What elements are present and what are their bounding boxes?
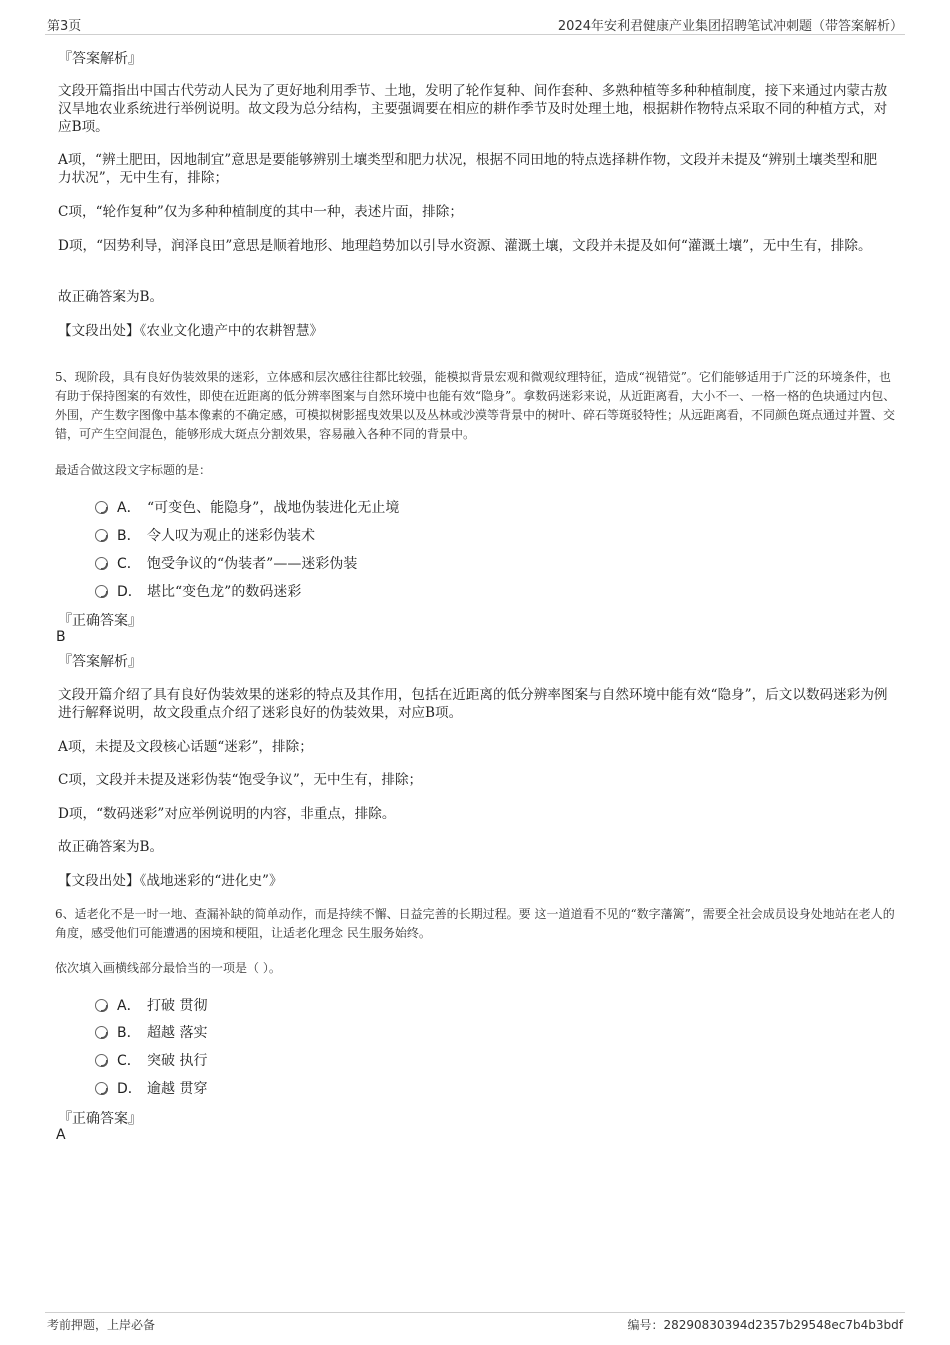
q5-analysis-paragraph: D项，“数码迷彩”对应举例说明的内容，非重点，排除。 [58,806,396,822]
q4-source: 【文段出处】《农业文化遗产中的农耕智慧》 [58,323,324,339]
q5-correct-label: 『正确答案』 [58,613,142,629]
page-header [45,14,905,35]
q6-correct-label: 『正确答案』 [58,1111,142,1127]
footer-slogan: 考前押题，上岸必备 [47,1318,156,1332]
radio-icon[interactable] [95,1054,108,1067]
q4-analysis-label: 『答案解析』 [58,51,142,67]
document-title: 2024年安利君健康产业集团招聘笔试冲刺题（带答案解析） [557,19,903,34]
radio-icon[interactable] [95,557,108,570]
q6-stem: 6、适老化不是一时一地、查漏补缺的简单动作，而是持续不懈、日益完善的长期过程。要 这一道道看不见的“数字藩篱”，需要全社会成员设身处地站在老人的角度，感受他们可能遭遇的困境和梗阻，让适老化理念 民生服务始终。 [55,907,895,940]
q6-correct-value: A [56,1127,66,1143]
q5-analysis-paragraph: C项，文段并未提及迷彩伪装“饱受争议”，无中生有，排除； [58,772,423,788]
radio-icon[interactable] [95,501,108,514]
radio-icon[interactable] [95,999,108,1012]
q5-source: 【文段出处】《战地迷彩的“进化史”》 [58,873,283,889]
q4-analysis-paragraph: D项，“因势利导，润泽良田”意思是顺着地形、地理趋势加以引导水资源、灌溉土壤，文段并未提及如何“灌溉土壤”，无中生有，排除。 [58,238,872,254]
q4-analysis-paragraph: 文段开篇指出中国古代劳动人民为了更好地利用季节、土地，发明了轮作复种、间作套种、多熟种植等多种种植制度，接下来通过内蒙古敖汉旱地农业系统进行举例说明。故文段为总分结构，主要强调要在相应的耕作季节及时处理土地，根据耕作物特点采取不同的种植方式，对应B项。 [58,83,888,135]
page-number: 第3页 [47,19,82,34]
radio-icon[interactable] [95,529,108,542]
q4-conclusion: 故正确答案为B。 [58,289,164,305]
q5-analysis-paragraph: A项，未提及文段核心话题“迷彩”，排除； [58,739,313,755]
q5-correct-value: B [56,629,66,645]
q5-question: 最适合做这段文字标题的是： [55,463,212,477]
q4-analysis-paragraph: C项，“轮作复种”仅为多种种植制度的其中一种，表述片面，排除； [58,204,463,220]
q5-conclusion: 故正确答案为B。 [58,839,164,855]
radio-icon[interactable] [95,1082,108,1095]
q5-stem: 5、现阶段，具有良好伪装效果的迷彩，立体感和层次感往往都比较强，能模拟背景宏观和微观纹理特征，造成“视错觉”。它们能够适用于广泛的环境条件，也有助于保持图案的有效性，即使在近距离的低分辨率图案与自然环境中也能有效“隐身”。拿数码迷彩来说，从近距离看，大小不一、一格一格的色块通过内包、外围，产生数字图像中基本像素的不确定感，可模拟树影摇曳效果以及丛林或沙漠等背景中的树叶、碎石等斑驳特性；从远距离看，不同颜色斑点通过并置、交错，可产生空间混色，能够形成大斑点分割效果，容易融入各种不同的背景中。 [55,370,896,441]
document-id: 编号：28290830394d2357b29548ec7b4b3bdf [627,1318,903,1332]
q6-question: 依次填入画横线部分最恰当的一项是（ ）。 [55,961,281,975]
q5-analysis-paragraph: 文段开篇介绍了具有良好伪装效果的迷彩的特点及其作用，包括在近距离的低分辨率图案与自然环境中能有效“隐身”，后文以数码迷彩为例进行解释说明，故文段重点介绍了迷彩良好的伪装效果，对应B项。 [58,687,888,721]
radio-icon[interactable] [95,1026,108,1039]
page-footer [45,1312,905,1339]
q5-analysis-label: 『答案解析』 [58,654,142,670]
radio-icon[interactable] [95,585,108,598]
q4-analysis-paragraph: A项，“辨土肥田，因地制宜”意思是要能够辨别土壤类型和肥力状况，根据不同田地的特点选择耕作物，文段并未提及“辨别土壤类型和肥力状况”，无中生有，排除； [58,152,878,186]
